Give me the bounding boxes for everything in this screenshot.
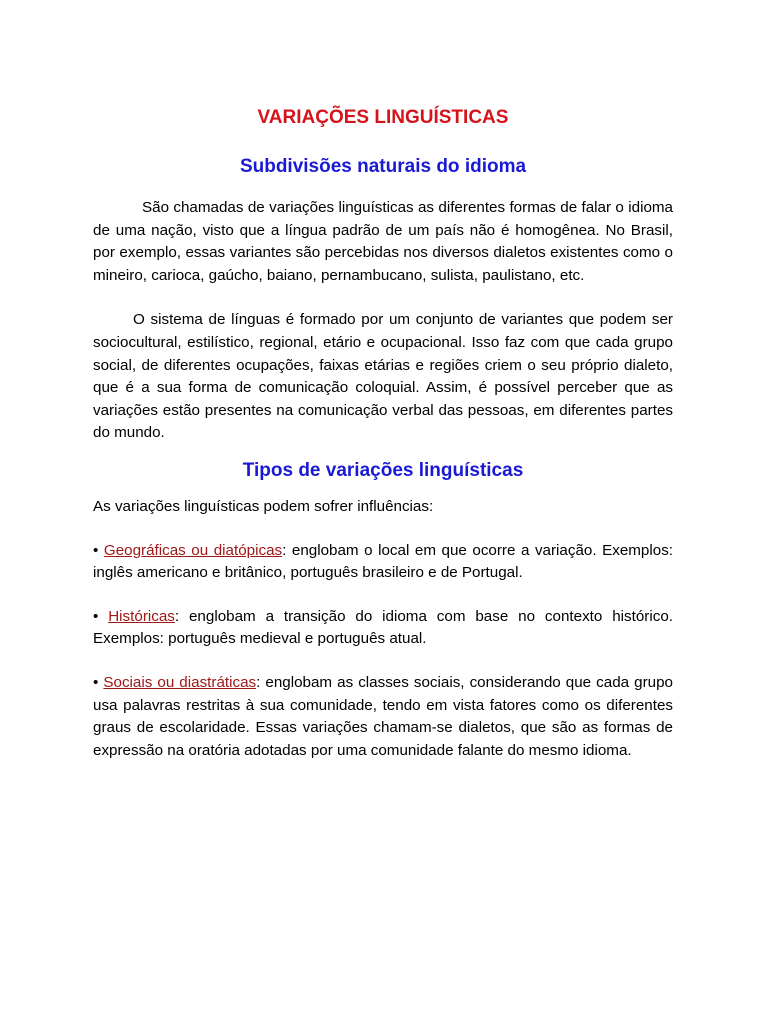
section-heading-subdivisoes: Subdivisões naturais do idioma (239, 156, 527, 177)
list-item-historicas (93, 606, 673, 651)
paragraph-intro: As variações linguísticas podem sofrer influências: (93, 497, 434, 515)
list-item-sociais (93, 672, 673, 762)
document-title: VARIAÇÕES LINGUÍSTICAS (257, 107, 509, 128)
paragraph-gap (93, 519, 673, 540)
paragraph-gap (93, 651, 673, 672)
item-description: : englobam a transição do idioma com base no contexto histórico. Exemplos: português medieval e português atual. (93, 607, 673, 648)
term-sociais: Sociais ou diastráticas (103, 673, 257, 691)
term-historicas: Históricas (108, 607, 175, 625)
item-description: : englobam as classes sociais, considerando que cada grupo usa palavras restritas à sua comunidade, tendo em vista fatores como os diferentes graus de escolaridade. Essas variações chamam-se dialetos, que são as formas de expressão na oratória adotadas por uma comunidade falante do mesmo idioma. (93, 673, 673, 759)
section-heading-tipos: Tipos de variações linguísticas (242, 459, 524, 481)
list-item-geograficas (93, 540, 673, 585)
bullet: • (93, 673, 99, 691)
term-geograficas: Geográficas ou diatópicas (103, 541, 283, 559)
bullet: • (93, 607, 99, 625)
document-content (93, 98, 673, 762)
paragraph-definition: São chamadas de variações linguísticas as diferentes formas de falar o idioma de uma nação, visto que a língua padrão de um país não é homogênea. No Brasil, por exemplo, essas variantes são percebidas nos diversos dialetos existentes como o mineiro, carioca, gaúcho, baiano, pernambucano, sulista, paulistano, etc. (93, 199, 673, 284)
bullet: • (93, 541, 99, 559)
paragraph-gap (93, 585, 673, 606)
paragraph-gap (93, 287, 673, 309)
item-description: : englobam o local em que ocorre a variação. Exemplos: inglês americano e britânico, português brasileiro e de Portugal. (93, 541, 674, 582)
paragraph-language-system: O sistema de línguas é formado por um conjunto de variantes que podem ser sociocultural, estilístico, regional, etário e ocupacional. Isso faz com que cada grupo social, de diferentes ocupações, faixas etárias e regiões criem o seu próprio dialeto, que é a sua forma de comunicação coloquial. Assim, é possível perceber que as variações estão presentes na comunicação verbal das pessoas, em diferentes partes do mundo. (93, 311, 673, 442)
